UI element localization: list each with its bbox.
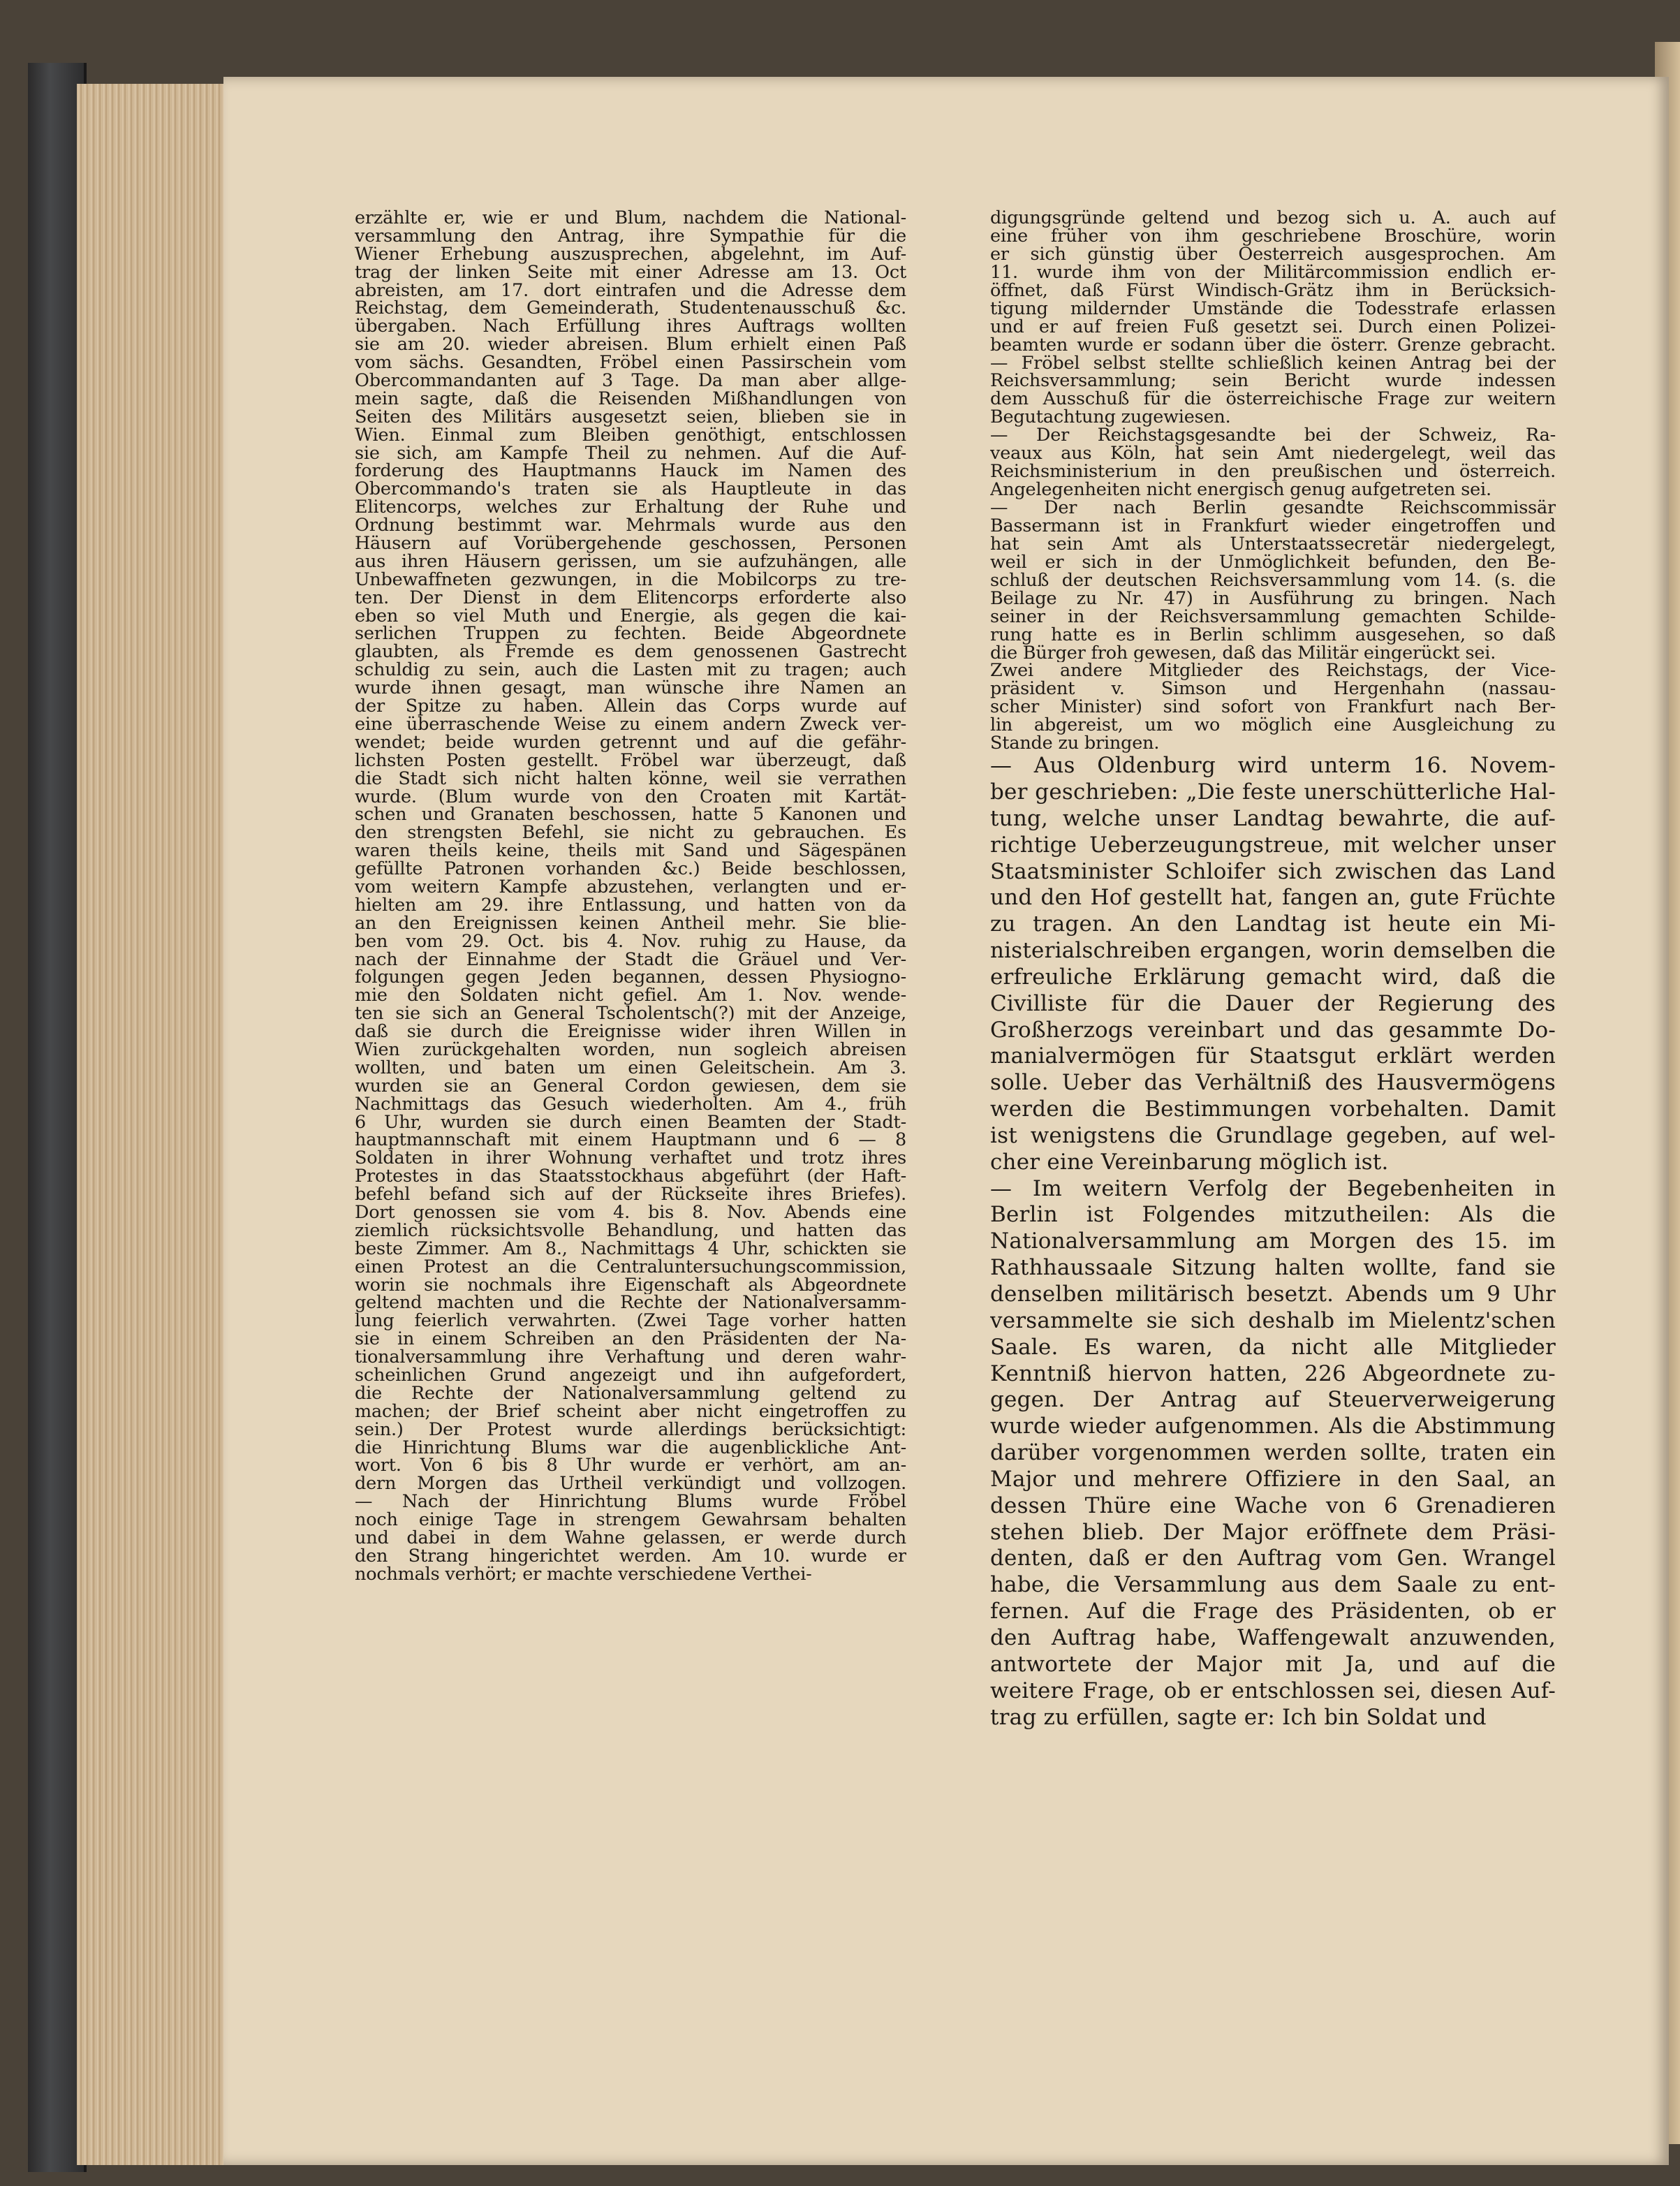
text-line: solle. Ueber das Verhältniß des Hausvermögens <box>990 1070 1556 1096</box>
text-line: weitere Frage, ob er entschlossen sei, diesen Auf- <box>990 1678 1556 1703</box>
text-line: veaux aus Köln, hat sein Amt niedergelegt, weil das <box>990 445 1556 464</box>
text-line: eben so viel Muth und Energie, als gegen die kai- <box>355 607 906 626</box>
text-line: rung hatte es in Berlin schlimm ausgesehen, so daß <box>990 626 1556 645</box>
text-line: Major und mehrere Offiziere in den Saal, an <box>990 1466 1556 1492</box>
text-line: Obercommandanten auf 3 Tage. Da man aber allge- <box>355 372 906 390</box>
text-line: Zwei andere Mitglieder des Reichstags, der Vice- <box>990 662 1556 681</box>
text-line: tigung mildernder Umstände die Todesstrafe erlassen <box>990 300 1556 318</box>
text-line: cher eine Vereinbarung möglich ist. <box>990 1149 1389 1175</box>
text-line: ten sie sich an General Tscholentsch(?) mit der Anzeige, <box>355 1005 906 1024</box>
text-line: Civilliste für die Dauer der Regierung des <box>990 990 1556 1016</box>
text-line: antwortete der Major mit Ja, und auf die <box>990 1651 1556 1677</box>
text-line: Unbewaffneten gezwungen, in die Mobilcorps zu tre- <box>355 571 906 589</box>
text-line: Reichsministerium in den preußischen und österreich. <box>990 463 1556 482</box>
text-line: Angelegenheiten nicht energisch genug aufgetreten sei. <box>990 481 1491 499</box>
text-line: versammlung den Antrag, ihre Sympathie für die <box>355 227 906 246</box>
text-line: wurden sie an General Cordon gewiesen, dem sie <box>355 1077 906 1096</box>
text-line: — Der nach Berlin gesandte Reichscommissär <box>990 499 1556 518</box>
text-line: Großherzogs vereinbart und das gesammte Do- <box>990 1017 1556 1043</box>
text-line: nach der Einnahme der Stadt die Gräuel und Ver- <box>355 951 906 969</box>
text-line: schen und Granaten beschossen, hatte 5 Kanonen und <box>355 806 906 825</box>
text-line: und den Hof gestellt hat, fangen an, gute Früchte <box>990 885 1556 911</box>
text-line: dem Ausschuß für die österreichische Frage zur weitern <box>990 390 1556 409</box>
text-line: nochmals verhört; er machte verschiedene Verthei- <box>355 1565 812 1584</box>
text-line: Wien. Einmal zum Bleiben genöthigt, entschlossen <box>355 426 906 445</box>
text-line: eine früher von ihm geschriebene Broschüre, worin <box>990 227 1556 246</box>
text-line: eine überraschende Weise zu einem andern Zweck ver- <box>355 715 906 734</box>
text-line: dern Morgen das Urtheil verkündigt und vollzogen. <box>355 1475 906 1494</box>
right-column-small-type <box>990 210 1556 753</box>
text-line: Bassermann ist in Frankfurt wieder eingetroffen und <box>990 517 1556 536</box>
text-line: beamten wurde er sodann über die österr. Grenze gebracht. <box>990 336 1556 355</box>
text-line: zu tragen. An den Landtag ist heute ein Mi- <box>990 911 1556 937</box>
text-line: lichsten Posten gestellt. Fröbel war überzeugt, daß <box>355 751 906 770</box>
text-line: — Im weitern Verfolg der Begebenheiten in <box>990 1175 1556 1201</box>
text-line: daß sie durch die Ereignisse wider ihren Willen in <box>355 1023 906 1041</box>
text-line: glaubten, als Fremde es dem genossenen Gastrecht <box>355 643 906 662</box>
text-line: nisterialschreiben ergangen, worin demselben die <box>990 938 1556 964</box>
text-line: hielten am 29. ihre Entlassung, und hatten von da <box>355 896 906 915</box>
text-line: ziemlich rücksichtsvolle Behandlung, und hatten das <box>355 1222 906 1240</box>
text-line: machen; der Brief scheint aber nicht eingetroffen zu <box>355 1402 906 1421</box>
text-line: und er auf freien Fuß gesetzt sei. Durch einen Polizei- <box>990 318 1556 337</box>
text-line: Häusern auf Vorübergehende geschossen, Personen <box>355 535 906 553</box>
text-line: gefüllte Patronen vorhanden &c.) Beide beschlossen, <box>355 860 906 879</box>
text-line: Nachmittags das Gesuch wiederholten. Am 4., früh <box>355 1095 906 1114</box>
text-line: befehl befand sich auf der Rückseite ihres Briefes). <box>355 1186 906 1204</box>
text-line: Wien zurückgehalten worden, nun sogleich abreisen <box>355 1041 906 1059</box>
text-line: scheinlichen Grund angezeigt und ihn aufgefordert, <box>355 1367 906 1385</box>
text-line: sie in einem Schreiben an den Präsidenten der Na- <box>355 1330 906 1349</box>
text-line: Rathhaussaale Sitzung halten wollte, fand sie <box>990 1255 1556 1281</box>
text-line: wurde. (Blum wurde von den Croaten mit Kartät- <box>355 788 906 807</box>
text-line: Obercommando's traten sie als Hauptleute in das <box>355 481 906 499</box>
text-line: vom sächs. Gesandten, Fröbel einen Passirschein vom <box>355 354 906 373</box>
text-line: Staatsminister Schloifer sich zwischen das Land <box>990 858 1556 884</box>
page-edges <box>77 84 233 2165</box>
text-line: Soldaten in ihrer Wohnung verhaftet und trotz ihres <box>355 1150 906 1168</box>
text-line: — Fröbel selbst stellte schließlich keinen Antrag bei der <box>990 354 1556 373</box>
text-line: Reichsversammlung; sein Bericht wurde indessen <box>990 372 1556 391</box>
text-line: denten, daß er den Auftrag vom Gen. Wrangel <box>990 1546 1556 1571</box>
text-line: schluß der deutschen Reichsversammlung vom 14. (s. die <box>990 571 1556 590</box>
text-line: — Nach der Hinrichtung Blums wurde Fröbel <box>355 1493 906 1512</box>
text-line: stehen blieb. Der Major eröffnete dem Präsi- <box>990 1519 1556 1545</box>
text-line: Begutachtung zugewiesen. <box>990 409 1231 427</box>
text-line: hauptmannschaft mit einem Hauptmann und 6 — 8 <box>355 1131 906 1150</box>
text-line: richtige Ueberzeugungstreue, mit welcher unser <box>990 832 1556 858</box>
text-line: werden die Bestimmungen vorbehalten. Damit <box>990 1096 1556 1122</box>
text-line: trag der linken Seite mit einer Adresse am 13. Oct <box>355 263 906 282</box>
text-line: abreisten, am 17. dort eintrafen und die Adresse dem <box>355 281 906 300</box>
text-line: und dabei in dem Wahne gelassen, er werde durch <box>355 1530 906 1548</box>
text-line: worin sie nochmals ihre Eigenschaft als Abgeordnete <box>355 1276 906 1295</box>
text-line: forderung des Hauptmanns Hauck im Namen des <box>355 462 906 481</box>
text-line: ber geschrieben: „Die feste unerschütterliche Hal- <box>990 779 1556 805</box>
text-line: wort. Von 6 bis 8 Uhr wurde er verhört, am an- <box>355 1457 906 1476</box>
text-line: Stande zu bringen. <box>990 735 1160 754</box>
text-line: tung, welche unser Landtag bewahrte, die auf- <box>990 805 1556 831</box>
text-line: serlichen Truppen zu fechten. Beide Abgeordnete <box>355 625 906 644</box>
text-line: mein sagte, daß die Reisenden Mißhandlungen von <box>355 390 906 409</box>
text-line: — Aus Oldenburg wird unterm 16. Novem- <box>990 753 1556 779</box>
text-line: die Hinrichtung Blums war die augenblickliche Ant- <box>355 1439 906 1458</box>
text-line: hat sein Amt als Unterstaatssecretär niedergelegt, <box>990 535 1556 554</box>
text-line: digungsgründe geltend und bezog sich u. A. auch auf <box>990 210 1556 228</box>
text-line: übergaben. Nach Erfüllung ihres Auftrags wollten <box>355 318 906 337</box>
text-line: denselben militärisch besetzt. Abends um 9 Uhr <box>990 1282 1556 1307</box>
text-line: sein.) Der Protest wurde allerdings berücksichtigt: <box>355 1421 906 1439</box>
text-line: manialvermögen für Staatsgut erklärt werden <box>990 1043 1556 1069</box>
text-line: die Rechte der Nationalversammlung geltend zu <box>355 1384 906 1403</box>
text-line: geltend machten und die Rechte der Nationalversamm- <box>355 1294 906 1313</box>
text-line: aus ihren Häusern gerissen, um sie aufzuhängen, alle <box>355 552 906 571</box>
text-line: an den Ereignissen keinen Antheil mehr. Sie blie- <box>355 914 906 933</box>
text-line: vom weitern Kampfe abzustehen, verlangten und er- <box>355 878 906 897</box>
text-line: lin abgereist, um wo möglich eine Ausgleichung zu <box>990 717 1556 735</box>
text-line: ben vom 29. Oct. bis 4. Nov. ruhig zu Hause, da <box>355 932 906 951</box>
text-line: lung feierlich verwahrten. (Zwei Tage vorher hatten <box>355 1312 906 1331</box>
text-line: Kenntniß hiervon hatten, 226 Abgeordnete zu- <box>990 1360 1556 1386</box>
text-line: sie am 20. wieder abreisen. Blum erhielt einen Paß <box>355 336 906 355</box>
right-column <box>990 210 1556 1731</box>
text-line: 6 Uhr, wurden sie durch einen Beamten der Stadt- <box>355 1113 906 1132</box>
text-line: Beilage zu Nr. 47) in Ausführung zu bringen. Nach <box>990 589 1556 608</box>
text-line: sie sich, am Kampfe Theil zu nehmen. Auf die Auf- <box>355 444 906 463</box>
text-line: Reichstag, dem Gemeinderath, Studentenausschuß &c. <box>355 300 906 318</box>
left-column <box>355 210 906 1584</box>
text-line: einen Protest an die Centraluntersuchungscommission, <box>355 1258 906 1277</box>
text-line: seiner in der Reichsversammlung gemachten Schilde- <box>990 608 1556 626</box>
text-line: Nationalversammlung am Morgen des 15. im <box>990 1228 1556 1254</box>
text-line: der Spitze zu haben. Allein das Corps wurde auf <box>355 698 906 716</box>
text-line: waren theils keine, theils mit Sand und Sägespänen <box>355 842 906 861</box>
text-line: Seiten des Militärs ausgesetzt seien, blieben sie in <box>355 408 906 427</box>
text-line: wendet; beide wurden getrennt und auf die gefähr- <box>355 733 906 752</box>
text-line: scher Minister) sind sofort von Frankfurt nach Ber- <box>990 698 1556 717</box>
text-line: wurde ihnen gesagt, man wünsche ihre Namen an <box>355 680 906 698</box>
text-line: die Bürger froh gewesen, daß das Militär eingerückt sei. <box>990 644 1496 663</box>
text-line: den strengsten Befehl, sie nicht zu gebrauchen. Es <box>355 824 906 843</box>
text-line: präsident v. Simson und Hergenhahn (nassau- <box>990 680 1556 699</box>
text-line: wollten, und baten um einen Geleitschein. Am 3. <box>355 1059 906 1078</box>
text-line: wurde wieder aufgenommen. Als die Abstimmung <box>990 1414 1556 1439</box>
text-line: 11. wurde ihm von der Militärcommission endlich er- <box>990 263 1556 282</box>
text-line: schuldig zu sein, auch die Lasten mit zu tragen; auch <box>355 661 906 680</box>
text-line: trag zu erfüllen, sagte er: Ich bin Soldat und <box>990 1704 1487 1730</box>
text-line: noch einige Tage in strengem Gewahrsam behalten <box>355 1511 906 1530</box>
text-line: habe, die Versammlung aus dem Saale zu ent- <box>990 1572 1556 1598</box>
text-line: dessen Thüre eine Wache von 6 Grenadieren <box>990 1492 1556 1518</box>
text-line: beste Zimmer. Am 8., Nachmittags 4 Uhr, schickten sie <box>355 1240 906 1259</box>
text-line: den Auftrag habe, Waffengewalt anzuwenden, <box>990 1624 1556 1650</box>
text-line: Saale. Es waren, da nicht alle Mitglieder <box>990 1334 1556 1360</box>
text-line: tionalversammlung ihre Verhaftung und deren wahr- <box>355 1349 906 1367</box>
text-line: weil er sich in der Unmöglichkeit befunden, den Be- <box>990 553 1556 572</box>
text-line: er sich günstig über Oesterreich ausgesprochen. Am <box>990 245 1556 264</box>
text-line: öffnet, daß Fürst Windisch-Grätz ihm in Berücksich- <box>990 281 1556 300</box>
text-line: gegen. Der Antrag auf Steuerverweigerung <box>990 1387 1556 1413</box>
text-line: Elitencorps, welches zur Erhaltung der Ruhe und <box>355 499 906 518</box>
text-line: ten. Der Dienst in dem Elitencorps erforderte also <box>355 589 906 608</box>
text-line: ist wenigstens die Grundlage gegeben, auf wel- <box>990 1122 1556 1148</box>
text-line: erzählte er, wie er und Blum, nachdem die National- <box>355 210 906 228</box>
text-line: mie den Soldaten nicht gefiel. Am 1. Nov. wende- <box>355 987 906 1006</box>
text-line: darüber vorgenommen werden sollte, traten ein <box>990 1440 1556 1466</box>
text-line: fernen. Auf die Frage des Präsidenten, ob er <box>990 1599 1556 1624</box>
text-line: den Strang hingerichtet werden. Am 10. wurde er <box>355 1547 906 1566</box>
text-line: Protestes in das Staatsstockhaus abgeführt (der Haft- <box>355 1168 906 1187</box>
text-line: versammelte sie sich deshalb im Mielentz'schen <box>990 1307 1556 1333</box>
newspaper-page <box>223 77 1669 2165</box>
text-line: Wiener Erhebung auszusprechen, abgelehnt, im Auf- <box>355 245 906 264</box>
text-line: erfreuliche Erklärung gemacht wird, daß die <box>990 964 1556 990</box>
text-line: Berlin ist Folgendes mitzutheilen: Als die <box>990 1202 1556 1228</box>
right-column-large-type <box>990 753 1556 1731</box>
text-line: die Stadt sich nicht halten könne, weil sie verrathen <box>355 770 906 788</box>
text-line: — Der Reichstagsgesandte bei der Schweiz, Ra- <box>990 427 1556 446</box>
text-line: folgungen gegen Jeden begannen, dessen Physiogno- <box>355 969 906 988</box>
text-line: Dort genossen sie vom 4. bis 8. Nov. Abends eine <box>355 1203 906 1222</box>
text-line: Ordnung bestimmt war. Mehrmals wurde aus den <box>355 517 906 536</box>
